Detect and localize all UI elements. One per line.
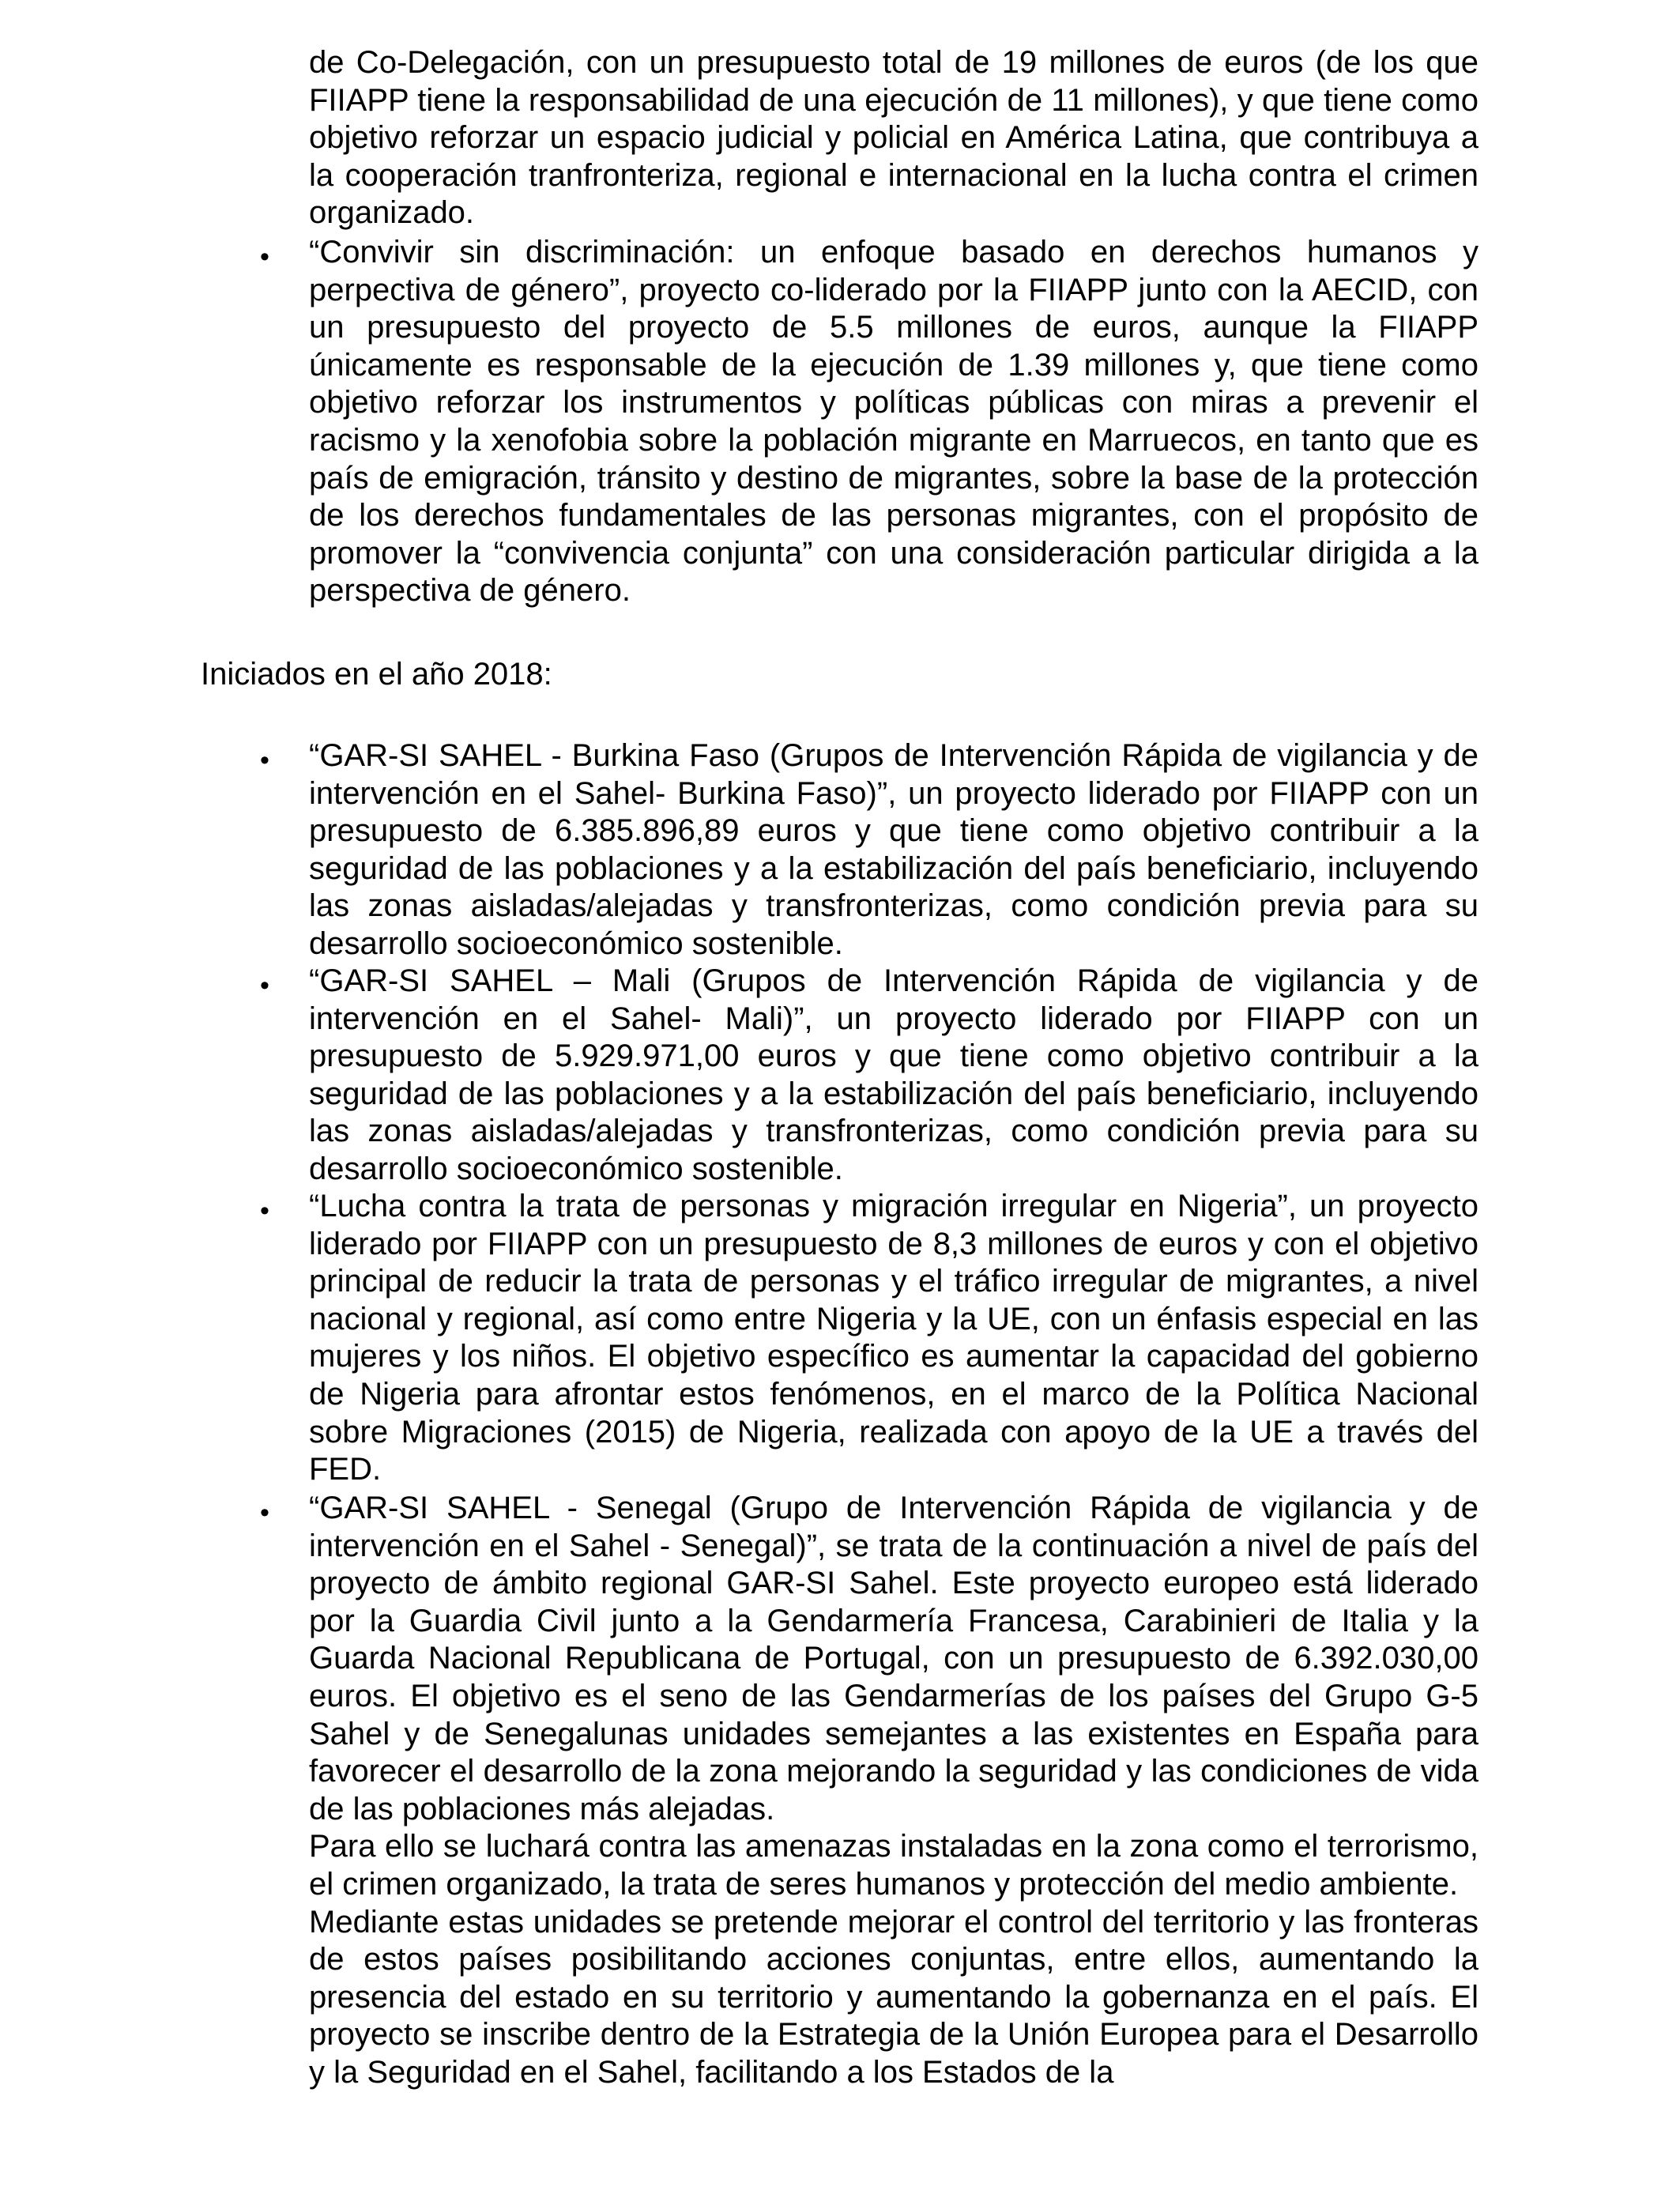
list-item-text: “GAR-SI SAHEL - Burkina Faso (Grupos de Intervención Rápida de vigilancia y de intervención en el Sahel- Burkina Faso)”, un proyecto liderado por FIIAPP con un presupuesto de 6.385.896,89 euros y que tiene como objetivo contribuir a la seguridad de las poblaciones y a la estabilización del país beneficiario, incluyendo las zonas aisladas/alejadas y transfronterizas, como condición previa para su desarrollo socioeconómico sostenible. [309, 738, 1478, 961]
bullet-marker: • [260, 242, 269, 272]
list-item [309, 963, 1478, 1189]
section-heading: Iniciados en el año 2018: [201, 657, 552, 692]
bullet-marker: • [260, 1498, 269, 1528]
list-item-text: “GAR-SI SAHEL – Mali (Grupos de Intervención Rápida de vigilancia y de intervención en el Sahel- Mali)”, un proyecto liderado por FIIAPP con un presupuesto de 5.929.971,00 euros y que tiene como objetivo contribuir a la seguridad de las poblaciones y a la estabilización del país beneficiario, incluyendo las zonas aisladas/alejadas y transfronterizas, como condición previa para su desarrollo socioeconómico sostenible. [309, 963, 1478, 1186]
list-item-continuation: Para ello se luchará contra las amenazas instaladas en la zona como el terrorismo, el crimen organizado, la trata de seres humanos y protección del medio ambiente. [309, 1829, 1478, 1902]
list-item [309, 1490, 1478, 2092]
list-item-continuation: Mediante estas unidades se pretende mejorar el control del territorio y las fronteras de estos países posibilitando acciones conjuntas, entre ellos, aumentando la presencia del estado en su territorio y aumentando la gobernanza en el país. El proyecto se inscribe dentro de la Estrategia de la Unión Europea para el Desarrollo y la Seguridad en el Sahel, facilitando a los Estados de la [309, 1904, 1478, 2090]
bullet-marker: • [260, 745, 269, 775]
list-item [309, 1188, 1478, 1489]
bullet-marker: • [260, 1196, 269, 1226]
list-item-text: “Convivir sin discriminación: un enfoque basado en derechos humanos y perpectiva de género”, proyecto co-liderado por la FIIAPP junto con la AECID, con un presupuesto del proyecto de 5.5 millones de euros, aunque la FIIAPP únicamente es responsable de la ejecución de 1.39 millones y, que tiene como objetivo reforzar los instrumentos y políticas públicas con miras a prevenir el racismo y la xenofobia sobre la población migrante en Marruecos, en tanto que es país de emigración, tránsito y destino de migrantes, sobre la base de la protección de los derechos fundamentales de las personas migrantes, con el propósito de promover la “convivencia conjunta” con una consideración particular dirigida a la perspectiva de género. [309, 235, 1478, 609]
list-item-text: “Lucha contra la trata de personas y migración irregular en Nigeria”, un proyecto liderado por FIIAPP con un presupuesto de 8,3 millones de euros y con el objetivo principal de reducir la trata de personas y el tráfico irregular de migrantes, a nivel nacional y regional, así como entre Nigeria y la UE, con un énfasis especial en las mujeres y los niños. El objetivo específico es aumentar la capacidad del gobierno de Nigeria para afrontar estos fenómenos, en el marco de la Política Nacional sobre Migraciones (2015) de Nigeria, realizada con apoyo de la UE a través del FED. [309, 1189, 1478, 1487]
list-item [309, 737, 1478, 963]
bullet-marker: • [260, 971, 269, 1001]
continuation-paragraph [309, 44, 1478, 232]
list-item-text: “GAR-SI SAHEL - Senegal (Grupo de Intervención Rápida de vigilancia y de intervención en el Sahel - Senegal)”, se trata de la continuación a nivel de país del proyecto de ámbito regional GAR-SI Sahel. Este proyecto europeo está liderado por la Guardia Civil junto a la Gendarmería Francesa, Carabinieri de Italia y la Guarda Nacional Republicana de Portugal, con un presupuesto de 6.392.030,00 euros. El objetivo es el seno de las Gendarmerías de los países del Grupo G-5 Sahel y de Senegalunas unidades semejantes a las existentes en España para favorecer el desarrollo de la zona mejorando la seguridad y las condiciones de vida de las poblaciones más alejadas. [309, 1491, 1478, 1826]
paragraph-text: de Co-Delegación, con un presupuesto total de 19 millones de euros (de los que FIIAPP tiene la responsabilidad de una ejecución de 11 millones), y que tiene como objetivo reforzar un espacio judicial y policial en América Latina, que contribuya a la cooperación tranfronteriza, regional e internacional en la lucha contra el crimen organizado. [309, 45, 1478, 231]
list-item [309, 234, 1478, 610]
